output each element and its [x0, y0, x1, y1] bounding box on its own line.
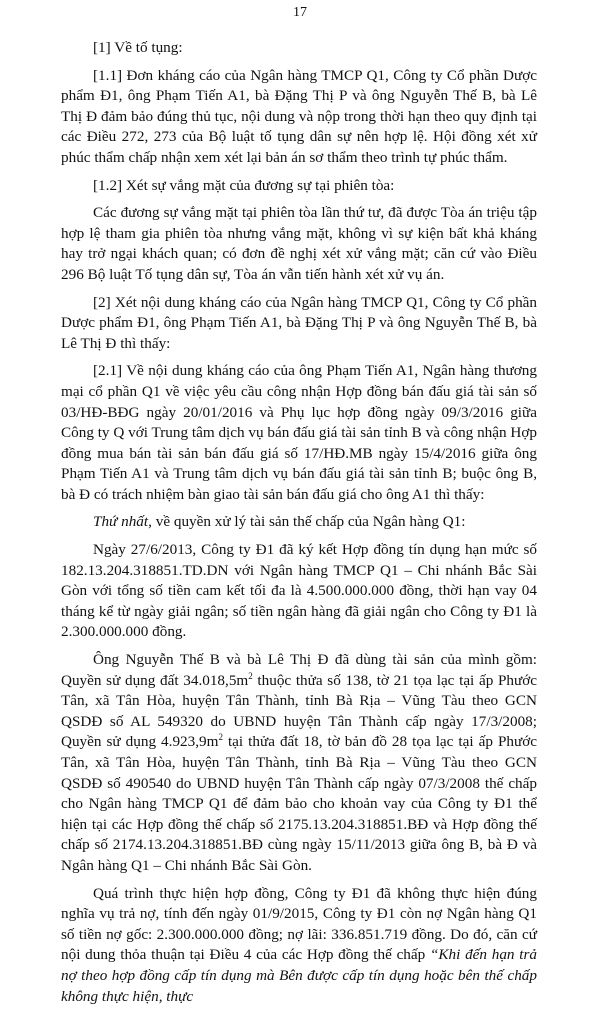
- mortgage-text-b: thuộc thửa số 138, tờ 21 tọa lạc tại ấp Phước Tân, xã Tân Hòa, huyện Tân Thành, tỉnh Bà Rịa – Vũng Tàu theo GCN QSDĐ số AL 549320 do UBND huyện Tân Thành cấp ngày 17/3/2008; Quyền sử dụng 4.923,9m: [61, 671, 537, 751]
- paragraph-appeal-auction: [2.1] Về nội dung kháng cáo của ông Phạm Tiến A1, Ngân hàng thương mại cổ phần Q1 về việc yêu cầu công nhận Hợp đồng bán đấu giá tài sản số 03/HĐ-BĐG ngày 20/01/2016 và Phụ lục hợp đồng ngày 09/3/2016 giữa Công ty Q với Trung tâm dịch vụ bán đấu giá tài sản tỉnh B và công nhận Hợp đồng mua bán tài sản bán đấu giá số 17/HĐ.MB ngày 15/4/2016 giữa ông Phạm Tiến A1 và Trung tâm dịch vụ bán đấu giá tài sản tỉnh B; buộc ông B, bà Đ có trách nhiệm bàn giao tài sản bán đấu giá cho ông A1 thì thấy:: [61, 362, 537, 503]
- paragraph-credit-contract: Ngày 27/6/2013, Công ty Đ1 đã ký kết Hợp đồng tín dụng hạn mức số 182.13.204.318851.TD.DN với Ngân hàng TMCP Q1 – Chi nhánh Bắc Sài Gòn với tổng số tiền cam kết tối đa là 4.500.000.000 đồng, thời hạn vay 04 tháng kể từ ngày giải ngân; số tiền ngân hàng đã giải ngân cho Công ty Đ1 là 2.300.000.000 đồng.: [61, 541, 537, 641]
- first-point-lead: Thứ nhất,: [93, 513, 152, 531]
- section-heading-appeal-content: [2] Xét nội dung kháng cáo của Ngân hàng TMCP Q1, Công ty Cổ phần Dược phẩm Đ1, ông Phạm Tiến A1, bà Đặng Thị P và ông Nguyễn Thế B, bà Lê Thị Đ thì thấy:: [61, 293, 537, 352]
- superscript: 2: [218, 732, 223, 743]
- document-body: [61, 38, 537, 1014]
- paragraph-mortgage: [61, 650, 537, 877]
- debt-quote: “Khi đến hạn trả nợ theo hợp đồng cấp tín dụng mà Bên được cấp tín dụng hoặc bên thế chấp không thực hiện, thực: [61, 946, 537, 1005]
- first-point-text: về quyền xử lý tài sản thế chấp của Ngân hàng Q1:: [151, 513, 466, 531]
- debt-text: Quá trình thực hiện hợp đồng, Công ty Đ1 đã không thực hiện đúng nghĩa vụ trả nợ, tính đến ngày 01/9/2015, Công ty Đ1 còn nợ Ngân hàng Q1 số tiền nợ gốc: 2.300.000.000 đồng; nợ lãi: 336.851.719 đồng. Do đó, căn cứ nội dung thỏa thuận tại Điều 4 của các Hợp đồng thế chấp: [61, 884, 537, 964]
- superscript: 2: [248, 670, 253, 681]
- paragraph-first-point: [61, 512, 537, 533]
- section-heading-procedure: [1] Về tố tụng:: [93, 39, 183, 56]
- page-number: 17: [293, 5, 307, 20]
- paragraph-debt: [61, 884, 537, 1008]
- mortgage-text-a: Ông Nguyễn Thế B và bà Lê Thị Đ đã dùng tài sản của mình gồm: Quyền sử dụng đất 34.018,5m: [61, 651, 537, 689]
- paragraph-appeal-validity: [1.1] Đơn kháng cáo của Ngân hàng TMCP Q1, Công ty Cổ phần Dược phẩm Đ1, ông Phạm Tiến A1, bà Đặng Thị P và ông Nguyễn Thế B, bà Lê Thị Đ đảm bảo đúng thủ tục, nội dung và nộp trong thời hạn theo quy định tại các Điều 272, 273 của Bộ luật tố tụng dân sự nên hợp lệ. Hội đồng xét xử phúc thẩm chấp nhận xem xét lại bản án sơ thẩm theo trình tự phúc thẩm.: [61, 66, 537, 166]
- paragraph-absence: Các đương sự vắng mặt tại phiên tòa lần thứ tư, đã được Tòa án triệu tập hợp lệ tham gia phiên tòa nhưng vắng mặt, không vì sự kiện bất khả kháng hay trở ngại khách quan; có đơn đề nghị xét xử vắng mặt; căn cứ vào Điều 296 Bộ luật Tố tụng dân sự, Tòa án vẫn tiến hành xét xử vụ án.: [61, 204, 537, 283]
- mortgage-text-c: tại thửa đất 18, tờ bản đồ 28 tọa lạc tại ấp Phước Tân, xã Tân Hòa, huyện Tân Thành, tỉnh Bà Rịa – Vũng Tàu theo GCN QSDĐ số 490540 do UBND huyện Tân Thành cấp ngày 07/3/2008 thế chấp cho Ngân hàng TMCP Q1 để đảm bảo cho khoản vay của Công ty Đ1 thể hiện tại các Hợp đồng thế chấp số 2175.13.204.318851.BĐ và Hợp đồng thế chấp số 2174.13.204.318851.BĐ cùng ngày 15/11/2013 giữa ông B, bà Đ và Ngân hàng Q1 – Chi nhánh Bắc Sài Gòn.: [61, 733, 538, 874]
- section-heading-absence: [1.2] Xét sự vắng mặt của đương sự tại phiên tòa:: [93, 176, 395, 194]
